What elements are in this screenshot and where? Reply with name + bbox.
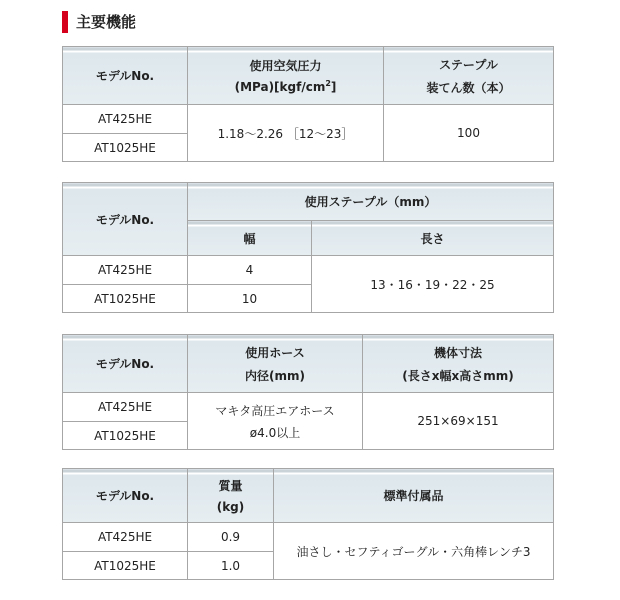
spec-table-staples <box>62 182 554 313</box>
dims-header-line2: (長さx幅x高さmm) <box>402 368 514 383</box>
capacity-value: 100 <box>384 105 554 162</box>
pressure-header-line2: $(MPa)[kgf/cm^2]$ <box>234 79 337 94</box>
hose-header <box>188 335 363 393</box>
mass-value: 1.0 <box>188 552 274 580</box>
hose-header-line1: 使用ホース <box>245 345 305 360</box>
model-header: モデルNo. <box>63 335 188 393</box>
spec-table-mass <box>62 468 554 580</box>
model-cell: AT425HE <box>63 523 188 552</box>
mass-header-line1: 質量 <box>218 479 243 493</box>
dims-header-line1: 機体寸法 <box>433 345 482 360</box>
section-title: 主要機能 <box>62 11 136 33</box>
mass-value: 0.9 <box>188 523 274 552</box>
mass-header <box>188 469 274 523</box>
hose-header-line2: 内径(mm) <box>245 368 305 383</box>
width-value: 4 <box>188 256 312 285</box>
spec-table-hose <box>62 334 554 450</box>
mass-header-line2: (kg) <box>216 500 245 514</box>
length-header: 長さ <box>312 221 554 256</box>
model-cell: AT425HE <box>63 105 188 134</box>
length-value: 13・16・19・22・25 <box>312 256 554 313</box>
spec-table-pressure <box>62 46 554 162</box>
capacity-header <box>384 47 554 105</box>
hose-value <box>188 393 363 450</box>
capacity-header-line2: 装てん数（本） <box>426 80 511 95</box>
dims-header <box>363 335 554 393</box>
model-cell: AT425HE <box>63 393 188 422</box>
model-header: モデルNo. <box>63 183 188 256</box>
model-cell: AT1025HE <box>63 134 188 162</box>
pressure-header <box>188 47 384 105</box>
pressure-value: 1.18～2.26 ［12～23］ <box>188 105 384 162</box>
dims-value: 251×69×151 <box>363 393 554 450</box>
width-header: 幅 <box>188 221 312 256</box>
width-value: 10 <box>188 285 312 313</box>
hose-value-line2: ø4.0以上 <box>249 425 301 440</box>
accessories-value: 油さし・セフティゴーグル・六角棒レンチ3 <box>274 523 554 580</box>
staple-header: 使用ステープル（mm） <box>188 183 554 221</box>
model-cell: AT1025HE <box>63 552 188 580</box>
pressure-header-line1: 使用空気圧力 <box>249 59 322 73</box>
model-header: モデルNo. <box>63 47 188 105</box>
model-cell: AT1025HE <box>63 422 188 450</box>
model-cell: AT425HE <box>63 256 188 285</box>
hose-value-line1: マキタ高圧エアホース <box>215 403 335 418</box>
accessories-header: 標準付属品 <box>274 469 554 523</box>
model-header: モデルNo. <box>63 469 188 523</box>
capacity-header-line1: ステープル <box>439 57 498 72</box>
model-cell: AT1025HE <box>63 285 188 313</box>
